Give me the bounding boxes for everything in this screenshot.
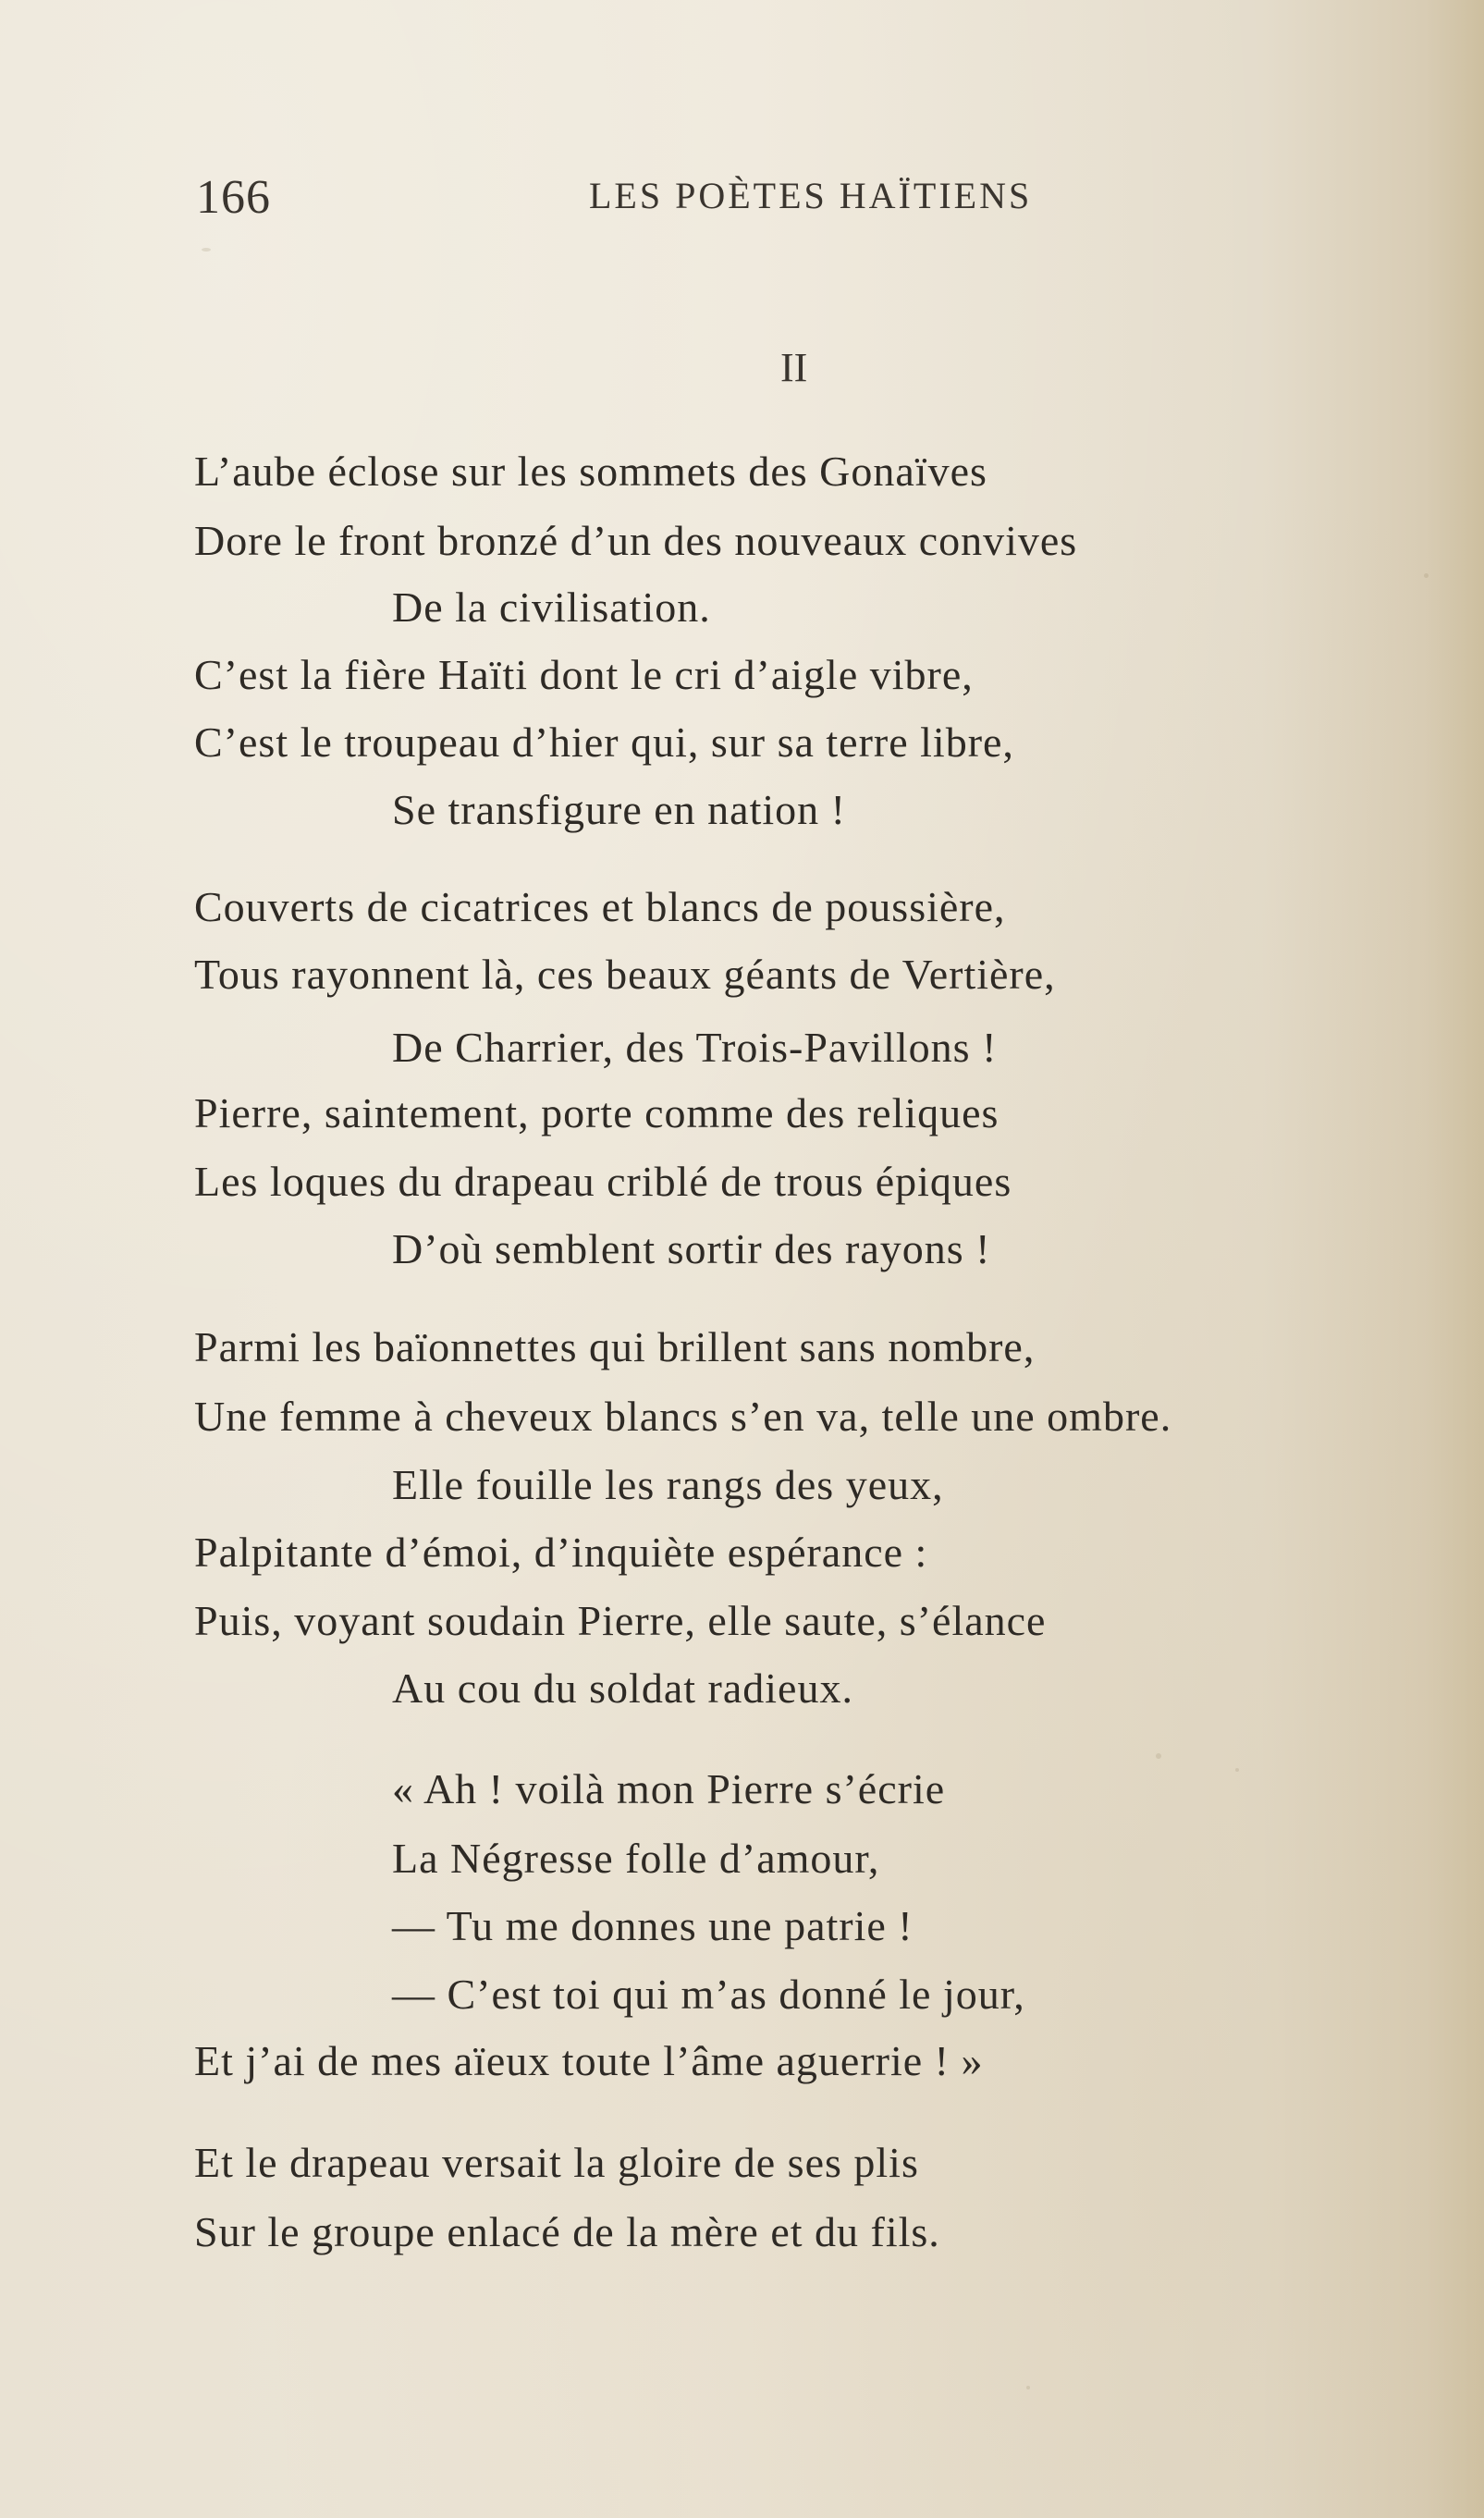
- poem-line: « Ah ! voilà mon Pierre s’écrie: [392, 1765, 946, 1812]
- poem-line: Les loques du drapeau criblé de trous épiques: [194, 1158, 1012, 1205]
- paper-speck: [1424, 573, 1429, 578]
- poem-line: Palpitante d’émoi, d’inquiète espérance :: [194, 1529, 928, 1576]
- poem-line: Sur le groupe enlacé de la mère et du fils.: [194, 2208, 940, 2255]
- paper-speck: [1235, 1768, 1239, 1772]
- poem-line: — Tu me donnes une patrie !: [392, 1902, 914, 1949]
- poem-line: Parmi les baïonnettes qui brillent sans nombre,: [194, 1323, 1036, 1370]
- paper-speck: [1026, 2386, 1030, 2389]
- poem-line: Dore le front bronzé d’un des nouveaux convives: [194, 517, 1078, 564]
- running-head: LES POÈTES HAÏTIENS: [589, 175, 1033, 216]
- poem-line: Pierre, saintement, porte comme des reliques: [194, 1089, 1000, 1136]
- poem-line: La Négresse folle d’amour,: [392, 1835, 880, 1882]
- poem-line: C’est la fière Haïti dont le cri d’aigle vibre,: [194, 651, 974, 698]
- poem-line: L’aube éclose sur les sommets des Gonaïves: [194, 448, 987, 495]
- poem-line: De la civilisation.: [392, 583, 711, 631]
- poem-line: Au cou du soldat radieux.: [392, 1664, 853, 1712]
- poem-line: Une femme à cheveux blancs s’en va, telle une ombre.: [194, 1393, 1172, 1440]
- paper-speck: [202, 248, 211, 252]
- section-number: II: [780, 345, 808, 390]
- poem-line: Et le drapeau versait la gloire de ses plis: [194, 2139, 919, 2186]
- poem-line: De Charrier, des Trois-Pavillons !: [392, 1024, 998, 1071]
- poem-line: Couverts de cicatrices et blancs de poussière,: [194, 883, 1006, 930]
- poem-line: Elle fouille les rangs des yeux,: [392, 1461, 944, 1508]
- poem-line: C’est le troupeau d’hier qui, sur sa terre libre,: [194, 719, 1014, 766]
- poem-line: Tous rayonnent là, ces beaux géants de Vertière,: [194, 951, 1056, 998]
- poem-line: Puis, voyant soudain Pierre, elle saute, s’élance: [194, 1597, 1047, 1644]
- poem-line: Et j’ai de mes aïeux toute l’âme aguerrie ! »: [194, 2037, 984, 2084]
- poem-line: Se transfigure en nation !: [392, 786, 846, 833]
- paper-speck: [1156, 1753, 1161, 1759]
- poem-line: — C’est toi qui m’as donné le jour,: [392, 1971, 1025, 2018]
- poem-line: D’où semblent sortir des rayons !: [392, 1225, 991, 1272]
- page-number: 166: [196, 171, 271, 224]
